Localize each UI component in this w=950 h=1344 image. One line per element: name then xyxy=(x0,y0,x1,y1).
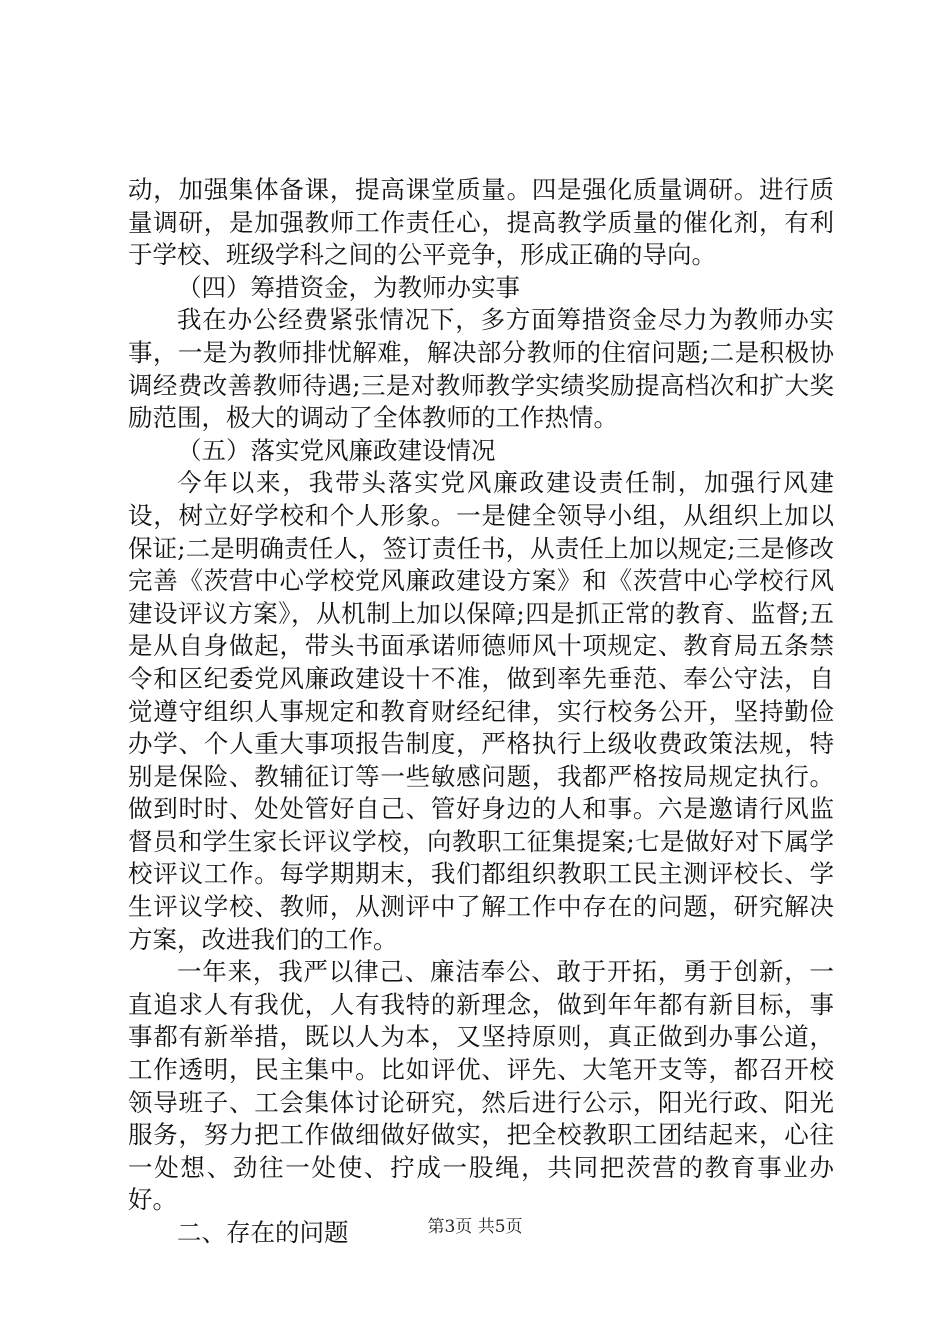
section-heading-funding: （四）筹措资金，为教师办实事 xyxy=(177,272,520,302)
paragraph-funding: 我在办公经费紧张情况下，多方面筹措资金尽力为教师办实事，一是为教师排忧解难，解决部分教师的住宿问题;二是积极协调经费改善教师待遇;三是对教师教学实绩奖励提高档次和扩大奖励范围，极大的调动了全体教师的工作热情。 xyxy=(128,305,834,433)
section-heading-integrity: （五）落实党风廉政建设情况 xyxy=(177,435,496,465)
section-heading-problems: 二、存在的问题 xyxy=(177,1218,349,1247)
page-number-footer: 第3页 共5页 xyxy=(427,1217,523,1237)
paragraph-summary: 一年来，我严以律己、廉洁奉公、敢于开拓，勇于创新，一直追求人有我优，人有我特的新理念，做到年年都有新目标，事事都有新举措，既以人为本，又坚持原则，真正做到办事公道，工作透明，民主集中。比如评优、评先、大笔开支等，都召开校领导班子、工会集体讨论研究，然后进行公示，阳光行政、阳光服务，努力把工作做细做好做实，把全校教职工团结起来，心往一处想、劲往一处使、拧成一股绳，共同把茨营的教育事业办好。 xyxy=(128,957,834,1215)
document-body xyxy=(128,174,834,1250)
paragraph-integrity: 今年以来，我带头落实党风廉政建设责任制，加强行风建设，树立好学校和个人形象。一是健全领导小组，从组织上加以保证;二是明确责任人，签订责任书，从责任上加以规定;三是修改完善《茨营中心学校党风廉政建设方案》和《茨营中心学校行风建设评议方案》，从机制上加以保障;四是抓正常的教育、监督;五是从自身做起，带头书面承诺师德师风十项规定、教育局五条禁令和区纪委党风廉政建设十不准，做到率先垂范、奉公守法，自觉遵守组织人事规定和教育财经纪律，实行校务公开，坚持勤俭办学、个人重大事项报告制度，严格执行上级收费政策法规，特别是保险、教辅征订等一些敏感问题，我都严格按局规定执行。做到时时、处处管好自己、管好身边的人和事。六是邀请行风监督员和学生家长评议学校，向教职工征集提案;七是做好对下属学校评议工作。每学期期末，我们都组织教职工民主测评校长、学生评议学校、教师，从测评中了解工作中存在的问题，研究解决方案，改进我们的工作。 xyxy=(128,468,834,954)
paragraph-continuation: 动，加强集体备课，提高课堂质量。四是强化质量调研。进行质量调研，是加强教师工作责任心，提高教学质量的催化剂，有利于学校、班级学科之间的公平竞争，形成正确的导向。 xyxy=(128,175,834,270)
